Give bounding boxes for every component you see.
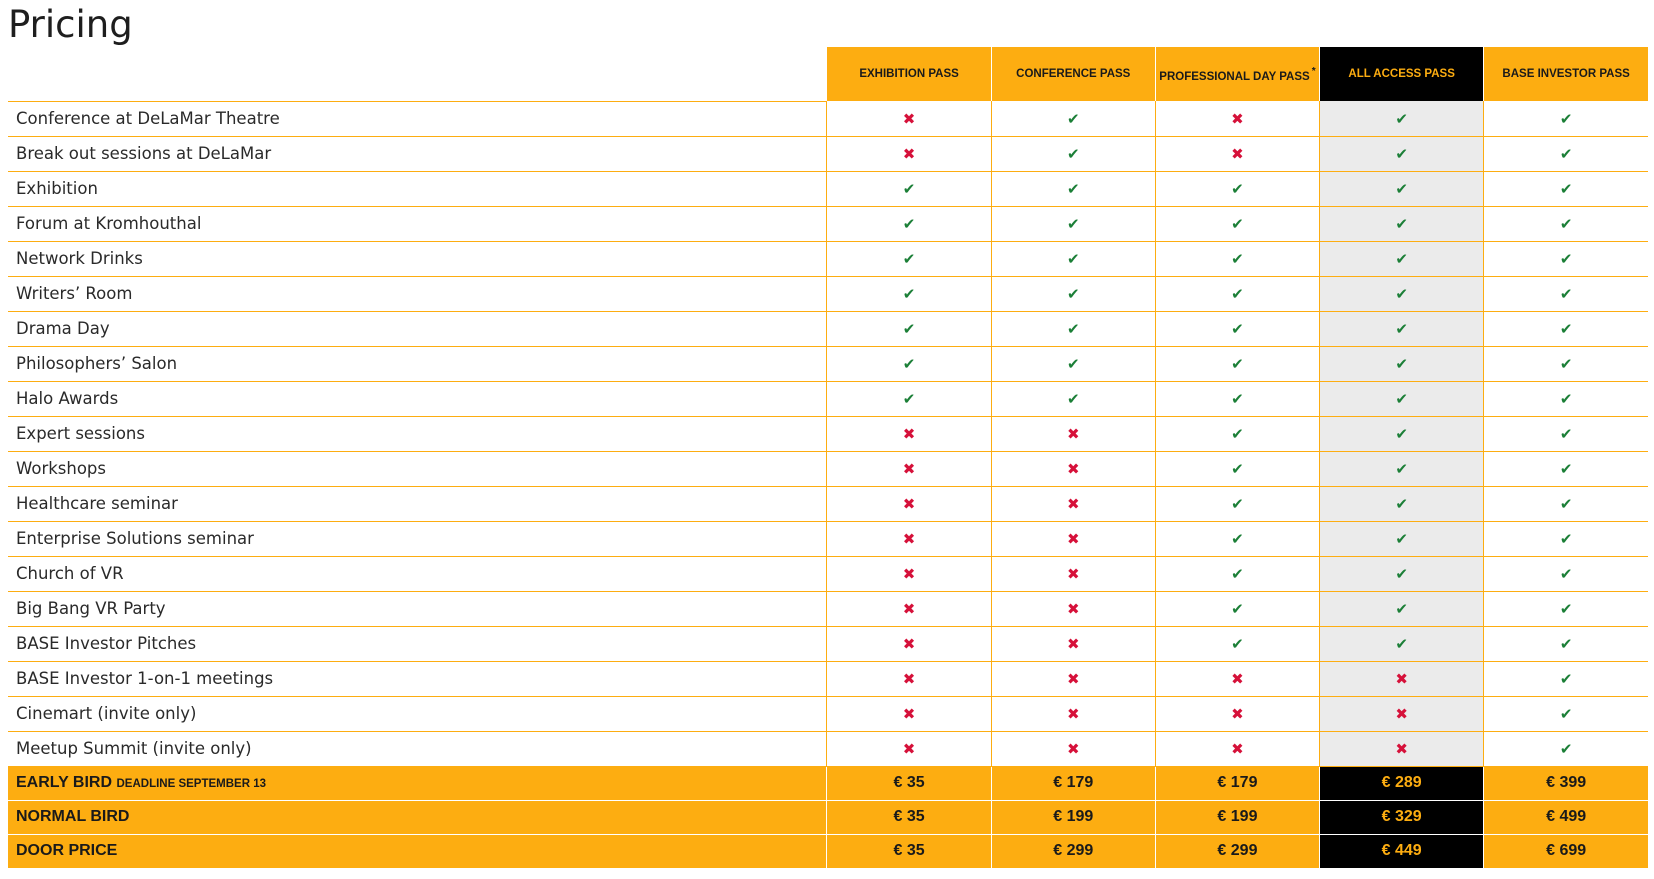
feature-cell bbox=[991, 731, 1155, 766]
check-icon: ✔ bbox=[1559, 530, 1573, 548]
feature-cell bbox=[991, 591, 1155, 626]
cross-icon: ✖ bbox=[1066, 530, 1080, 548]
feature-row bbox=[8, 311, 1648, 346]
feature-name: Network Drinks bbox=[8, 241, 827, 276]
check-icon: ✔ bbox=[1066, 145, 1080, 163]
check-icon: ✔ bbox=[1559, 180, 1573, 198]
feature-cell bbox=[1484, 416, 1648, 451]
check-icon: ✔ bbox=[1231, 565, 1244, 583]
feature-cell bbox=[991, 381, 1155, 416]
check-icon: ✔ bbox=[1559, 390, 1573, 408]
check-icon: ✔ bbox=[1395, 109, 1408, 128]
feature-cell bbox=[1155, 731, 1319, 766]
feature-cell bbox=[1320, 381, 1484, 416]
feature-row bbox=[8, 451, 1648, 486]
check-icon: ✔ bbox=[902, 285, 916, 303]
feature-name: Enterprise Solutions seminar bbox=[8, 521, 827, 556]
feature-row bbox=[8, 486, 1648, 521]
check-icon: ✔ bbox=[1395, 600, 1408, 618]
check-icon: ✔ bbox=[1231, 250, 1244, 268]
feature-cell bbox=[1155, 521, 1319, 556]
feature-cell bbox=[1484, 276, 1648, 311]
check-icon: ✔ bbox=[1231, 285, 1244, 303]
feature-row bbox=[8, 136, 1648, 171]
feature-name: Exhibition bbox=[8, 171, 827, 206]
cross-icon: ✖ bbox=[1066, 670, 1080, 688]
feature-cell bbox=[1320, 661, 1484, 696]
feature-name: Workshops bbox=[8, 451, 827, 486]
feature-cell bbox=[1484, 556, 1648, 591]
feature-cell bbox=[991, 486, 1155, 521]
check-icon: ✔ bbox=[902, 215, 916, 233]
check-icon: ✔ bbox=[1395, 390, 1408, 408]
check-icon: ✔ bbox=[1559, 250, 1573, 268]
check-icon: ✔ bbox=[1066, 180, 1080, 198]
check-icon: ✔ bbox=[1395, 495, 1408, 513]
asterisk: * bbox=[1311, 65, 1316, 77]
feature-row bbox=[8, 206, 1648, 241]
feature-cell bbox=[1320, 626, 1484, 661]
feature-cell bbox=[1484, 171, 1648, 206]
check-icon: ✔ bbox=[1559, 320, 1573, 338]
check-icon: ✔ bbox=[1395, 635, 1408, 653]
feature-cell bbox=[991, 241, 1155, 276]
feature-cell bbox=[1320, 311, 1484, 346]
feature-cell bbox=[1484, 241, 1648, 276]
feature-cell bbox=[827, 381, 991, 416]
price-deadline-note: DEADLINE SEPTEMBER 13 bbox=[116, 778, 267, 790]
pass-header-base-investor: BASE INVESTOR PASS bbox=[1484, 47, 1648, 101]
feature-name: Cinemart (invite only) bbox=[8, 696, 827, 731]
feature-name: Conference at DeLaMar Theatre bbox=[8, 101, 827, 136]
check-icon: ✔ bbox=[902, 320, 916, 338]
feature-cell bbox=[1155, 556, 1319, 591]
feature-name: Meetup Summit (invite only) bbox=[8, 731, 827, 766]
check-icon: ✔ bbox=[1231, 180, 1244, 198]
check-icon: ✔ bbox=[1395, 180, 1408, 198]
feature-cell bbox=[1484, 311, 1648, 346]
feature-row bbox=[8, 626, 1648, 661]
check-icon: ✔ bbox=[1395, 250, 1408, 268]
cross-icon: ✖ bbox=[1231, 109, 1244, 128]
feature-cell bbox=[1320, 451, 1484, 486]
pass-header-row bbox=[8, 47, 1648, 101]
cross-icon: ✖ bbox=[1395, 705, 1408, 723]
feature-cell bbox=[1155, 626, 1319, 661]
feature-cell bbox=[1155, 241, 1319, 276]
feature-cell bbox=[827, 521, 991, 556]
cross-icon: ✖ bbox=[902, 495, 916, 513]
feature-cell bbox=[991, 136, 1155, 171]
cross-icon: ✖ bbox=[902, 109, 916, 128]
check-icon: ✔ bbox=[1395, 355, 1408, 373]
cross-icon: ✖ bbox=[1066, 635, 1080, 653]
feature-cell bbox=[1484, 346, 1648, 381]
header-corner bbox=[8, 47, 827, 101]
feature-cell bbox=[1155, 346, 1319, 381]
feature-cell bbox=[1320, 696, 1484, 731]
feature-cell bbox=[991, 171, 1155, 206]
check-icon: ✔ bbox=[1066, 215, 1080, 233]
feature-name: Halo Awards bbox=[8, 381, 827, 416]
feature-cell bbox=[1320, 486, 1484, 521]
pass-header-exhibition: EXHIBITION PASS bbox=[827, 47, 991, 101]
feature-cell bbox=[1155, 206, 1319, 241]
feature-name: Break out sessions at DeLaMar bbox=[8, 136, 827, 171]
feature-cell bbox=[1155, 416, 1319, 451]
check-icon: ✔ bbox=[1395, 460, 1408, 478]
feature-cell bbox=[1320, 241, 1484, 276]
feature-cell bbox=[1155, 661, 1319, 696]
feature-cell bbox=[827, 101, 991, 136]
feature-cell bbox=[1320, 206, 1484, 241]
cross-icon: ✖ bbox=[1066, 460, 1080, 478]
feature-cell bbox=[991, 206, 1155, 241]
feature-cell bbox=[1484, 696, 1648, 731]
feature-cell bbox=[827, 661, 991, 696]
feature-cell bbox=[827, 276, 991, 311]
feature-cell bbox=[827, 311, 991, 346]
check-icon: ✔ bbox=[1559, 460, 1573, 478]
price-cell: € 35 bbox=[827, 766, 991, 800]
feature-cell bbox=[991, 101, 1155, 136]
feature-name: Writers’ Room bbox=[8, 276, 827, 311]
price-cell: € 35 bbox=[827, 800, 991, 834]
check-icon: ✔ bbox=[1395, 320, 1408, 338]
feature-cell bbox=[991, 416, 1155, 451]
check-icon: ✔ bbox=[902, 250, 916, 268]
cross-icon: ✖ bbox=[902, 145, 916, 163]
check-icon: ✔ bbox=[1231, 530, 1244, 548]
check-icon: ✔ bbox=[1395, 425, 1408, 443]
feature-cell bbox=[1320, 101, 1484, 136]
feature-cell bbox=[1484, 101, 1648, 136]
cross-icon: ✖ bbox=[1231, 145, 1244, 163]
feature-cell bbox=[991, 346, 1155, 381]
check-icon: ✔ bbox=[1066, 285, 1080, 303]
feature-cell bbox=[1320, 346, 1484, 381]
feature-cell bbox=[827, 136, 991, 171]
feature-cell bbox=[1484, 731, 1648, 766]
check-icon: ✔ bbox=[1066, 320, 1080, 338]
cross-icon: ✖ bbox=[1231, 740, 1244, 758]
check-icon: ✔ bbox=[1066, 390, 1080, 408]
check-icon: ✔ bbox=[1559, 215, 1573, 233]
check-icon: ✔ bbox=[1231, 320, 1244, 338]
check-icon: ✔ bbox=[1231, 425, 1244, 443]
cross-icon: ✖ bbox=[902, 635, 916, 653]
feature-row bbox=[8, 381, 1648, 416]
feature-cell bbox=[827, 696, 991, 731]
check-icon: ✔ bbox=[1559, 495, 1573, 513]
price-cell: € 329 bbox=[1320, 800, 1484, 834]
feature-cell bbox=[1155, 451, 1319, 486]
price-cell: € 299 bbox=[1155, 834, 1319, 868]
feature-cell bbox=[1155, 276, 1319, 311]
feature-cell bbox=[1484, 206, 1648, 241]
feature-cell bbox=[827, 626, 991, 661]
cross-icon: ✖ bbox=[1066, 705, 1080, 723]
feature-name: Big Bang VR Party bbox=[8, 591, 827, 626]
cross-icon: ✖ bbox=[902, 460, 916, 478]
check-icon: ✔ bbox=[1066, 355, 1080, 373]
feature-cell bbox=[827, 591, 991, 626]
cross-icon: ✖ bbox=[1066, 425, 1080, 443]
feature-cell bbox=[1320, 731, 1484, 766]
check-icon: ✔ bbox=[1559, 705, 1573, 723]
price-cell: € 199 bbox=[991, 800, 1155, 834]
check-icon: ✔ bbox=[1231, 495, 1244, 513]
feature-row bbox=[8, 521, 1648, 556]
feature-cell bbox=[1320, 591, 1484, 626]
feature-cell bbox=[1484, 521, 1648, 556]
cross-icon: ✖ bbox=[902, 740, 916, 758]
price-cell: € 179 bbox=[1155, 766, 1319, 800]
feature-cell bbox=[1484, 451, 1648, 486]
feature-cell bbox=[827, 731, 991, 766]
feature-cell bbox=[991, 451, 1155, 486]
check-icon: ✔ bbox=[1231, 600, 1244, 618]
price-label bbox=[8, 766, 827, 800]
check-icon: ✔ bbox=[1231, 390, 1244, 408]
feature-row bbox=[8, 731, 1648, 766]
check-icon: ✔ bbox=[902, 390, 916, 408]
price-cell: € 499 bbox=[1484, 800, 1648, 834]
check-icon: ✔ bbox=[1559, 145, 1573, 163]
feature-cell bbox=[1320, 136, 1484, 171]
pass-header-conference: CONFERENCE PASS bbox=[991, 47, 1155, 101]
check-icon: ✔ bbox=[1559, 670, 1573, 688]
feature-cell bbox=[827, 346, 991, 381]
feature-row bbox=[8, 241, 1648, 276]
cross-icon: ✖ bbox=[902, 565, 916, 583]
check-icon: ✔ bbox=[1395, 145, 1408, 163]
cross-icon: ✖ bbox=[1231, 705, 1244, 723]
feature-cell bbox=[827, 451, 991, 486]
feature-cell bbox=[1155, 136, 1319, 171]
check-icon: ✔ bbox=[1231, 460, 1244, 478]
check-icon: ✔ bbox=[1559, 285, 1573, 303]
cross-icon: ✖ bbox=[902, 530, 916, 548]
feature-cell bbox=[991, 696, 1155, 731]
cross-icon: ✖ bbox=[1066, 565, 1080, 583]
feature-row bbox=[8, 101, 1648, 136]
check-icon: ✔ bbox=[1395, 565, 1408, 583]
cross-icon: ✖ bbox=[1231, 670, 1244, 688]
price-cell: € 299 bbox=[991, 834, 1155, 868]
feature-cell bbox=[827, 416, 991, 451]
feature-cell bbox=[1484, 381, 1648, 416]
price-tier-name: NORMAL BIRD bbox=[16, 808, 130, 825]
price-cell: € 449 bbox=[1320, 834, 1484, 868]
check-icon: ✔ bbox=[1231, 355, 1244, 373]
feature-cell bbox=[1155, 591, 1319, 626]
price-tier-name: EARLY BIRD bbox=[16, 774, 113, 791]
feature-name: Healthcare seminar bbox=[8, 486, 827, 521]
check-icon: ✔ bbox=[1559, 600, 1573, 618]
feature-cell bbox=[991, 556, 1155, 591]
price-label bbox=[8, 800, 827, 834]
pass-header-professional-day: PROFESSIONAL DAY PASS * bbox=[1155, 47, 1319, 101]
feature-cell bbox=[1320, 556, 1484, 591]
feature-row bbox=[8, 556, 1648, 591]
price-cell: € 289 bbox=[1320, 766, 1484, 800]
feature-cell bbox=[1155, 101, 1319, 136]
feature-row bbox=[8, 171, 1648, 206]
price-tier-name: DOOR PRICE bbox=[16, 842, 118, 860]
check-icon: ✔ bbox=[1559, 565, 1573, 583]
check-icon: ✔ bbox=[1395, 215, 1408, 233]
check-icon: ✔ bbox=[1066, 250, 1080, 268]
feature-cell bbox=[827, 241, 991, 276]
feature-cell bbox=[1155, 486, 1319, 521]
feature-name: Forum at Kromhouthal bbox=[8, 206, 827, 241]
feature-cell bbox=[1484, 591, 1648, 626]
feature-row bbox=[8, 276, 1648, 311]
feature-cell bbox=[1484, 626, 1648, 661]
feature-cell bbox=[1155, 311, 1319, 346]
feature-cell bbox=[1155, 696, 1319, 731]
feature-cell bbox=[827, 486, 991, 521]
cross-icon: ✖ bbox=[902, 705, 916, 723]
cross-icon: ✖ bbox=[1395, 740, 1408, 758]
feature-row bbox=[8, 346, 1648, 381]
feature-cell bbox=[991, 311, 1155, 346]
feature-cell bbox=[827, 206, 991, 241]
price-row bbox=[8, 834, 1648, 868]
feature-cell bbox=[991, 521, 1155, 556]
feature-row bbox=[8, 416, 1648, 451]
check-icon: ✔ bbox=[902, 180, 916, 198]
cross-icon: ✖ bbox=[902, 600, 916, 618]
feature-name: Church of VR bbox=[8, 556, 827, 591]
cross-icon: ✖ bbox=[902, 425, 916, 443]
feature-cell bbox=[1155, 171, 1319, 206]
table-body bbox=[8, 101, 1648, 868]
feature-row bbox=[8, 661, 1648, 696]
feature-cell bbox=[827, 171, 991, 206]
price-cell: € 199 bbox=[1155, 800, 1319, 834]
cross-icon: ✖ bbox=[1066, 495, 1080, 513]
page-title: Pricing bbox=[8, 3, 133, 46]
check-icon: ✔ bbox=[1559, 635, 1573, 653]
feature-cell bbox=[991, 661, 1155, 696]
check-icon: ✔ bbox=[1559, 109, 1573, 128]
check-icon: ✔ bbox=[1559, 355, 1573, 373]
feature-name: BASE Investor Pitches bbox=[8, 626, 827, 661]
check-icon: ✔ bbox=[1395, 530, 1408, 548]
check-icon: ✔ bbox=[1395, 285, 1408, 303]
price-row bbox=[8, 800, 1648, 834]
check-icon: ✔ bbox=[1066, 109, 1080, 128]
check-icon: ✔ bbox=[1231, 215, 1244, 233]
cross-icon: ✖ bbox=[1066, 600, 1080, 618]
feature-cell bbox=[1484, 136, 1648, 171]
price-cell: € 35 bbox=[827, 834, 991, 868]
check-icon: ✔ bbox=[1559, 425, 1573, 443]
feature-cell bbox=[1155, 381, 1319, 416]
feature-cell bbox=[1484, 661, 1648, 696]
feature-row bbox=[8, 696, 1648, 731]
cross-icon: ✖ bbox=[1395, 670, 1408, 688]
feature-name: Expert sessions bbox=[8, 416, 827, 451]
cross-icon: ✖ bbox=[1066, 740, 1080, 758]
pricing-table bbox=[8, 47, 1648, 868]
feature-cell bbox=[1484, 486, 1648, 521]
check-icon: ✔ bbox=[1559, 740, 1573, 758]
feature-cell bbox=[991, 626, 1155, 661]
check-icon: ✔ bbox=[902, 355, 916, 373]
feature-name: BASE Investor 1-on-1 meetings bbox=[8, 661, 827, 696]
feature-name: Philosophers’ Salon bbox=[8, 346, 827, 381]
feature-cell bbox=[991, 276, 1155, 311]
cross-icon: ✖ bbox=[902, 670, 916, 688]
price-cell: € 399 bbox=[1484, 766, 1648, 800]
feature-cell bbox=[1320, 276, 1484, 311]
check-icon: ✔ bbox=[1231, 635, 1244, 653]
price-label bbox=[8, 834, 827, 868]
feature-name: Drama Day bbox=[8, 311, 827, 346]
feature-cell bbox=[1320, 171, 1484, 206]
price-cell: € 179 bbox=[991, 766, 1155, 800]
pass-header-all-access: ALL ACCESS PASS bbox=[1320, 47, 1484, 101]
price-cell: € 699 bbox=[1484, 834, 1648, 868]
feature-cell bbox=[1320, 521, 1484, 556]
price-row bbox=[8, 766, 1648, 800]
feature-cell bbox=[1320, 416, 1484, 451]
feature-row bbox=[8, 591, 1648, 626]
feature-cell bbox=[827, 556, 991, 591]
